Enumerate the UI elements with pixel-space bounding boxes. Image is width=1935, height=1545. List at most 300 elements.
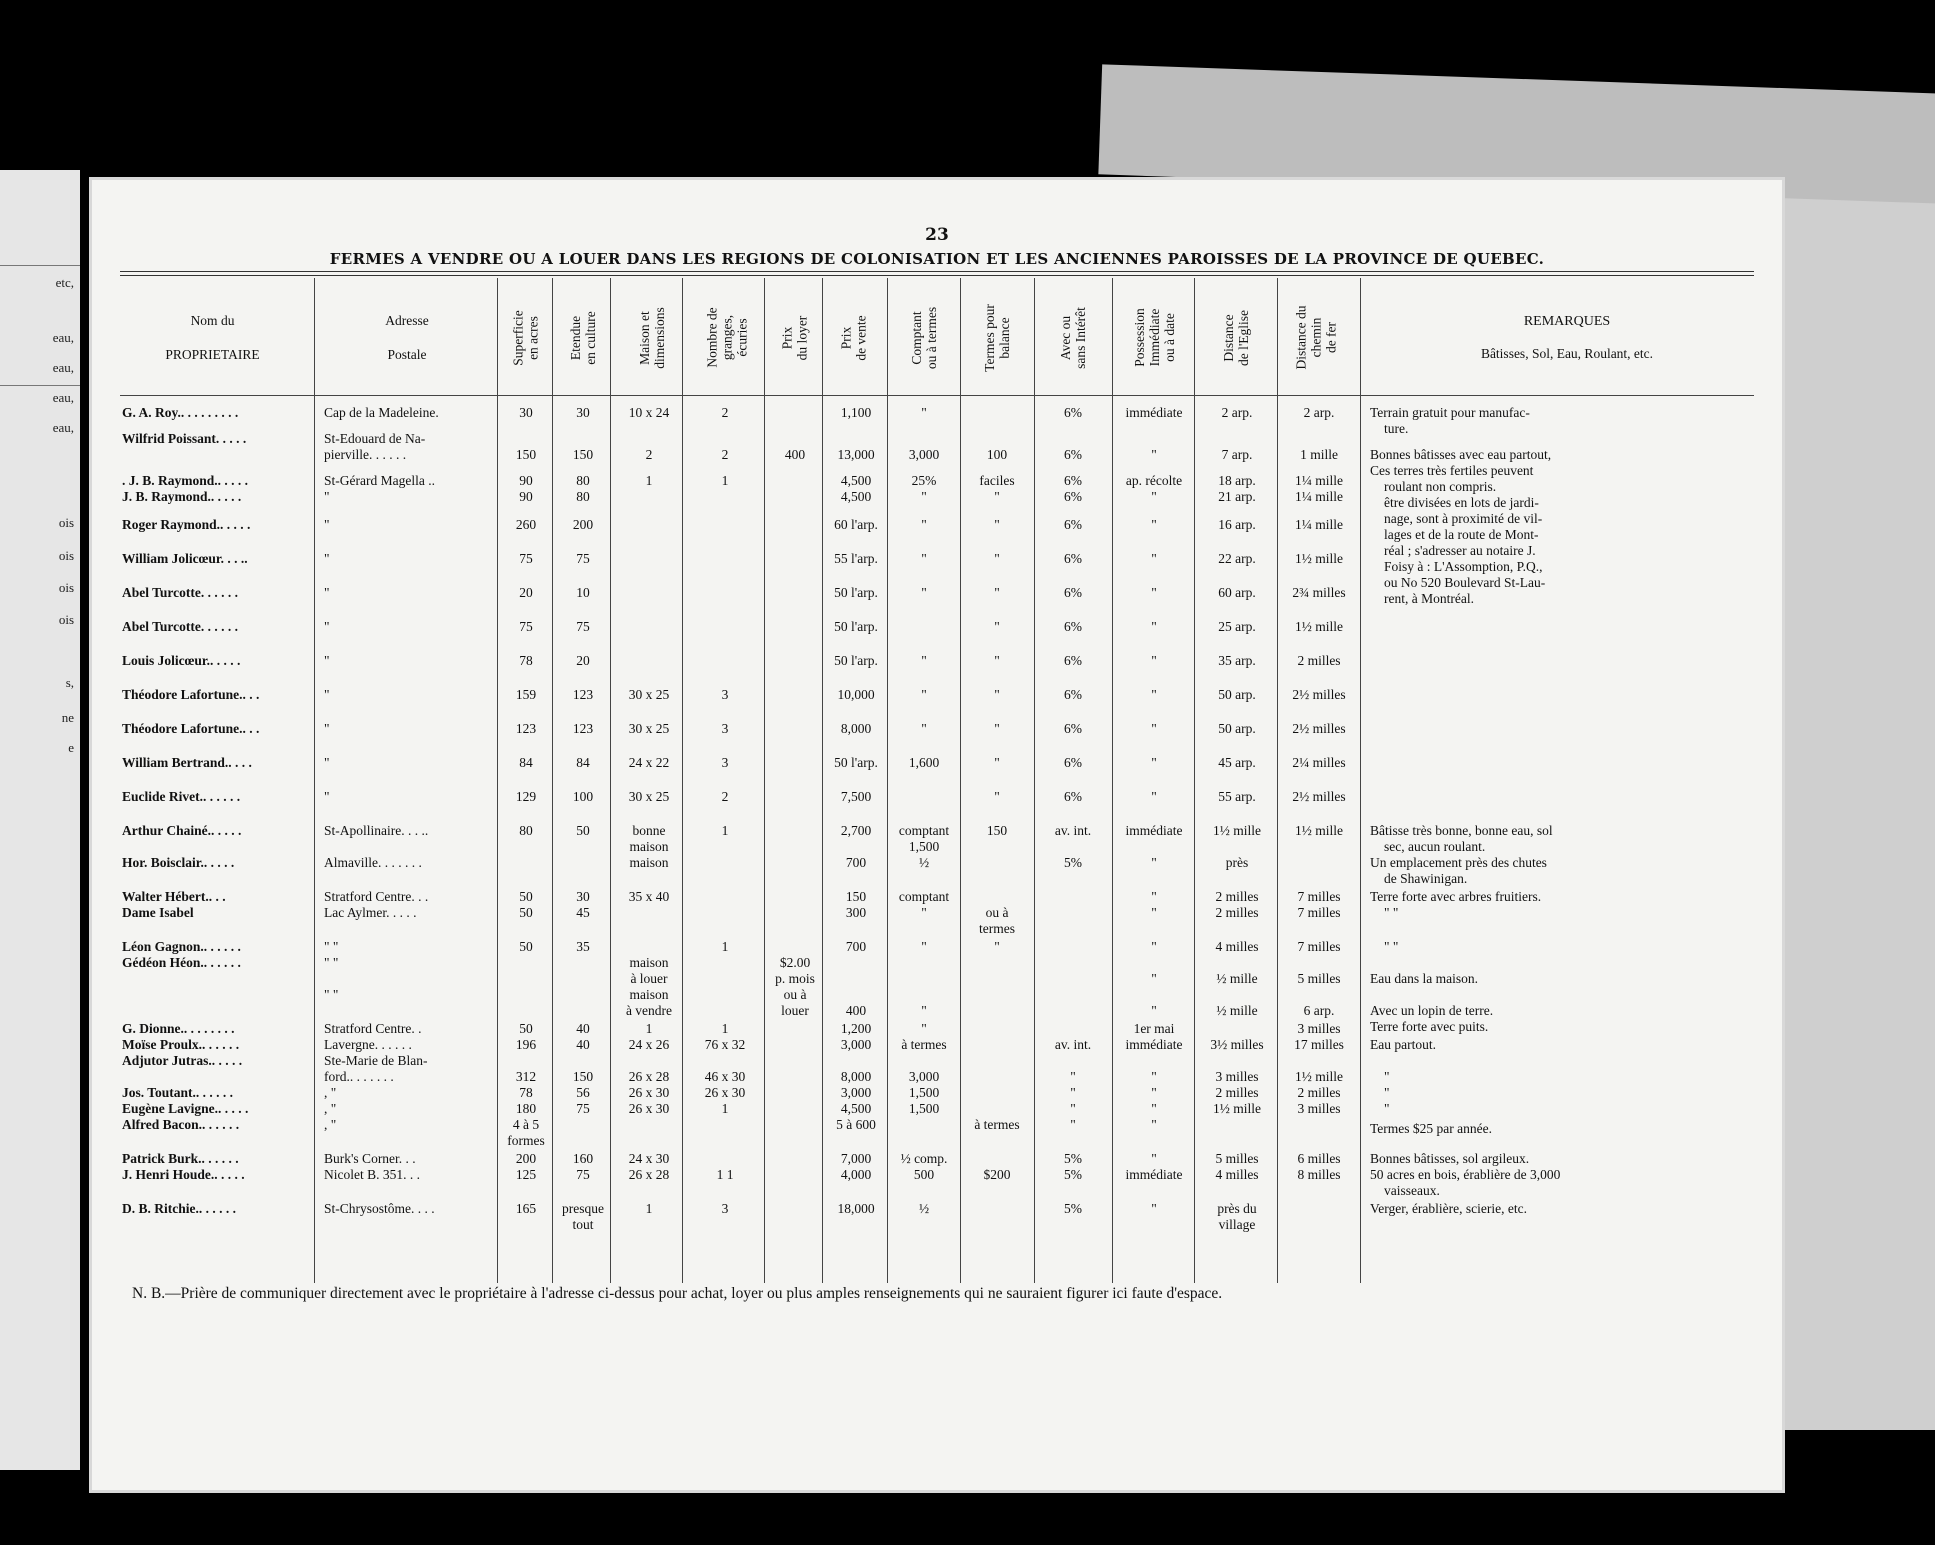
cell-church: 21 arp. (1218, 489, 1256, 504)
remark-line: sec, aucun roulant. (1384, 839, 1486, 854)
cell-house: 10 x 24 (628, 405, 670, 420)
cell-house: 24 x 26 (628, 1037, 670, 1052)
cell-poss: " (1151, 653, 1157, 668)
cell-price: 10,000 (837, 687, 875, 702)
header-house (622, 280, 682, 395)
cell-church: village (1218, 1217, 1256, 1232)
header-rule (120, 395, 1754, 396)
cell-owner: D. B. Ritchie.. . . . . . (122, 1201, 236, 1216)
cell-area: 260 (515, 517, 537, 532)
cell-poss: immédiate (1125, 1167, 1183, 1182)
cell-area: 80 (519, 823, 533, 838)
page-number: 23 (925, 225, 949, 245)
header-cultivated-text: Etendue en culture (567, 310, 598, 365)
cell-area: 90 (519, 473, 533, 488)
cell-barns: 1 (721, 939, 729, 954)
cell-poss: " (1151, 1117, 1157, 1132)
cell-owner: Théodore Lafortune.. . . (122, 721, 260, 736)
remark-line: nage, sont à proximité de vil- (1384, 511, 1543, 526)
cell-rail: 7 milles (1297, 889, 1341, 904)
cell-cash: 1,600 (908, 755, 940, 770)
cell-cash: " (921, 939, 927, 954)
cell-poss: " (1151, 489, 1157, 504)
cell-owner: Adjutor Jutras.. . . . . (122, 1053, 243, 1068)
cell-cult: 200 (572, 517, 594, 532)
header-rent (767, 280, 822, 395)
cell-area: 50 (519, 1021, 533, 1036)
cell-address: Stratford Centre. . . (324, 889, 429, 904)
cell-cult: 150 (572, 1069, 594, 1084)
cell-owner: Roger Raymond.. . . . . (122, 517, 251, 532)
cell-barns: 46 x 30 (704, 1069, 746, 1084)
cell-cash: " (921, 489, 927, 504)
cell-address: Burk's Corner. . . (324, 1151, 416, 1166)
cell-poss: " (1151, 1201, 1157, 1216)
cell-int: av. int. (1054, 1037, 1092, 1052)
cell-house: 30 x 25 (628, 789, 670, 804)
cell-barns: 1 (721, 473, 729, 488)
cell-cult: 75 (576, 619, 590, 634)
cell-cult: 40 (576, 1021, 590, 1036)
cell-price: 1,100 (840, 405, 872, 420)
column-rule (1360, 278, 1361, 1283)
cell-address: " (324, 517, 330, 532)
cell-house: 24 x 30 (628, 1151, 670, 1166)
cell-cash: 1,500 (908, 1085, 940, 1100)
cell-int: 6% (1064, 405, 1082, 420)
cell-area: 196 (515, 1037, 537, 1052)
column-rule (960, 278, 961, 1283)
cell-price: 4,500 (840, 1101, 872, 1116)
cell-poss: immédiate (1125, 823, 1183, 838)
cell-church: 50 arp. (1218, 687, 1256, 702)
header-cash (890, 280, 958, 395)
header-address (322, 280, 492, 395)
column-rule (1112, 278, 1113, 1283)
cell-house: 35 x 40 (628, 889, 670, 904)
cell-address: Lavergne. . . . . . (324, 1037, 412, 1052)
cell-rail: 1¼ mille (1295, 489, 1343, 504)
cell-price: 400 (845, 1003, 867, 1018)
cell-price: 4,000 (840, 1167, 872, 1182)
cell-int: 5% (1064, 1201, 1082, 1216)
cell-address: " (324, 585, 330, 600)
cell-area: 75 (519, 551, 533, 566)
cell-price: 5 à 600 (836, 1117, 876, 1132)
cell-terms: à termes (974, 1117, 1020, 1132)
cell-address: " " (324, 955, 339, 970)
cell-church: 35 arp. (1218, 653, 1256, 668)
cell-rail: 3 milles (1297, 1021, 1341, 1036)
cell-terms: " (994, 653, 1000, 668)
header-area (500, 280, 552, 395)
cell-church: 55 arp. (1218, 789, 1256, 804)
cell-price: 3,000 (840, 1037, 872, 1052)
cell-area: 78 (519, 1085, 533, 1100)
cell-terms: termes (979, 921, 1015, 936)
remark-line: Un emplacement près des chutes (1370, 855, 1547, 870)
remark-line: roulant non compris. (1384, 479, 1497, 494)
cell-address: Stratford Centre. . (324, 1021, 422, 1036)
remark-line: rent, à Montréal. (1384, 591, 1474, 606)
remark-line: Ces terres très fertiles peuvent (1370, 463, 1534, 478)
cell-address: " (324, 619, 330, 634)
remark-line: Eau dans la maison. (1370, 971, 1478, 986)
cell-poss: " (1151, 905, 1157, 920)
cell-house: à louer (630, 971, 668, 986)
cell-area: 78 (519, 653, 533, 668)
adjacent-page-text: e (68, 740, 74, 755)
remark-line: Bonnes bâtisses avec eau partout, (1370, 447, 1552, 462)
adjacent-page-text: ois (58, 580, 74, 595)
cell-house: à vendre (625, 1003, 673, 1018)
header-owner-line1: Nom du (190, 312, 235, 328)
cell-address: Lac Aylmer. . . . . (324, 905, 417, 920)
remark-line: Bâtisse très bonne, bonne eau, sol (1370, 823, 1553, 838)
header-address-line2: Postale (387, 346, 427, 362)
remark-line: vaisseaux. (1384, 1183, 1440, 1198)
cell-cult: 75 (576, 1167, 590, 1182)
cell-poss: " (1151, 551, 1157, 566)
column-rule (497, 278, 498, 1283)
cell-area: 30 (519, 405, 533, 420)
cell-rail: 2½ milles (1292, 721, 1346, 736)
cell-house: 1 (645, 1021, 653, 1036)
cell-int: 6% (1064, 473, 1082, 488)
cell-address: St-Apollinaire. . . .. (324, 823, 429, 838)
cell-cash: " (921, 405, 927, 420)
cell-terms: " (994, 551, 1000, 566)
cell-price: 50 l'arp. (834, 653, 878, 668)
cell-int: " (1070, 1069, 1076, 1084)
cell-rail: 2 milles (1297, 1085, 1341, 1100)
cell-address: Cap de la Madeleine. (324, 405, 439, 420)
cell-cult: 35 (576, 939, 590, 954)
cell-address: " (324, 755, 330, 770)
remark-line: Termes $25 par année. (1370, 1121, 1493, 1136)
cell-address: " (324, 789, 330, 804)
column-rule (887, 278, 888, 1283)
cell-rail: 8 milles (1297, 1167, 1341, 1182)
cell-cult: 150 (572, 447, 594, 462)
cell-cash: " (921, 585, 927, 600)
remark-line: Bonnes bâtisses, sol argileux. (1370, 1151, 1530, 1166)
cell-poss: immédiate (1125, 405, 1183, 420)
cell-church: 2 arp. (1221, 405, 1253, 420)
adjacent-page-text: ois (58, 548, 74, 563)
cell-address: ford.. . . . . . . (324, 1069, 394, 1084)
cell-terms: " (994, 721, 1000, 736)
cell-cult: 123 (572, 687, 594, 702)
remark-line: ou No 520 Boulevard St-Lau- (1384, 575, 1546, 590)
cell-church: 18 arp. (1218, 473, 1256, 488)
cell-cult: 75 (576, 1101, 590, 1116)
cell-barns: 2 (721, 447, 729, 462)
cell-address: , " (324, 1085, 337, 1100)
cell-house: maison (629, 987, 669, 1002)
cell-church: 3 milles (1215, 1069, 1259, 1084)
remark-line: Eau partout. (1370, 1037, 1436, 1052)
cell-cult: 20 (576, 653, 590, 668)
remark-line: " (1384, 1085, 1390, 1100)
header-possession-text: Possession Immédiate ou à date (1131, 308, 1177, 367)
cell-church: 60 arp. (1218, 585, 1256, 600)
cell-int: 6% (1064, 687, 1082, 702)
cell-poss: " (1151, 1151, 1157, 1166)
cell-price: 7,000 (840, 1151, 872, 1166)
remark-line: ture. (1384, 421, 1409, 436)
header-interest (1037, 280, 1109, 395)
cell-int: 6% (1064, 721, 1082, 736)
cell-rail: 6 milles (1297, 1151, 1341, 1166)
cell-terms: 150 (986, 823, 1008, 838)
cell-cash: comptant (898, 889, 950, 904)
cell-int: 6% (1064, 619, 1082, 634)
adjacent-page-text: eau, (52, 360, 74, 375)
remark-line: réal ; s'adresser au notaire J. (1384, 543, 1536, 558)
cell-cult: 30 (576, 889, 590, 904)
cell-terms: " (994, 939, 1000, 954)
cell-area: formes (507, 1133, 545, 1148)
divider (0, 385, 80, 386)
cell-cash: à termes (901, 1037, 947, 1052)
header-railway-text: Distance du chemin de fer (1293, 305, 1339, 370)
cell-cash: " (921, 687, 927, 702)
cell-house: 26 x 30 (628, 1085, 670, 1100)
cell-area: 4 à 5 (512, 1117, 540, 1132)
cell-poss: " (1151, 1085, 1157, 1100)
cell-price: 4,500 (840, 489, 872, 504)
remark-line: lages et de la route de Mont- (1384, 527, 1539, 542)
cell-barns: 3 (721, 1201, 729, 1216)
remark-line: Verger, érablière, scierie, etc. (1370, 1201, 1527, 1216)
cell-church: 50 arp. (1218, 721, 1256, 736)
cell-church: 2 milles (1215, 889, 1259, 904)
cell-address: St-Edouard de Na- (324, 431, 426, 446)
cell-price: 4,500 (840, 473, 872, 488)
cell-price: 18,000 (837, 1201, 875, 1216)
adjacent-page-text: eau, (52, 390, 74, 405)
cell-church: 4 milles (1215, 939, 1259, 954)
cell-church: 22 arp. (1218, 551, 1256, 566)
cell-cult: presque (562, 1201, 604, 1216)
cell-cult: 50 (576, 823, 590, 838)
cell-address: " " (324, 987, 339, 1002)
cell-church: 5 milles (1215, 1151, 1259, 1166)
column-rule (1034, 278, 1035, 1283)
cell-owner: . J. B. Raymond.. . . . . (122, 473, 249, 488)
cell-church: près du (1217, 1201, 1257, 1216)
cell-int: " (1070, 1085, 1076, 1100)
cell-area: 165 (515, 1201, 537, 1216)
cell-area: 180 (515, 1101, 537, 1116)
cell-address: " " (324, 939, 339, 954)
cell-rail: 2¾ milles (1292, 585, 1346, 600)
cell-owner: J. B. Raymond.. . . . . (122, 489, 242, 504)
cell-address: pierville. . . . . . (324, 447, 407, 462)
header-price-text: Prix de vente (838, 314, 869, 361)
column-rule (822, 278, 823, 1283)
cell-price: 700 (845, 855, 867, 870)
cell-terms: " (994, 619, 1000, 634)
column-rule (314, 278, 315, 1283)
cell-cash: 3,000 (908, 447, 940, 462)
cell-area: 50 (519, 939, 533, 954)
cell-price: 60 l'arp. (834, 517, 878, 532)
remark-line: Foisy à : L'Assomption, P.Q., (1384, 559, 1543, 574)
remark-line: " " (1384, 905, 1399, 920)
adjacent-page-text: eau, (52, 420, 74, 435)
cell-area: 50 (519, 889, 533, 904)
cell-int: 6% (1064, 585, 1082, 600)
cell-int: 6% (1064, 755, 1082, 770)
header-remarks-title: REMARQUES (1523, 313, 1611, 329)
cell-cult: 123 (572, 721, 594, 736)
cell-cash: " (921, 517, 927, 532)
cell-cash: " (921, 1003, 927, 1018)
cell-owner: Walter Hébert.. . . (122, 889, 226, 904)
header-terms (962, 280, 1032, 395)
remark-line: Terre forte avec puits. (1370, 1019, 1489, 1034)
cell-owner: Wilfrid Poissant. . . . . (122, 431, 247, 446)
cell-int: 5% (1064, 1151, 1082, 1166)
cell-barns: 1 (721, 1021, 729, 1036)
cell-address: Almaville. . . . . . . (324, 855, 422, 870)
cell-poss: " (1151, 789, 1157, 804)
cell-church: 7 arp. (1221, 447, 1253, 462)
remark-line: Avec un lopin de terre. (1370, 1003, 1494, 1018)
adjacent-page-text: ois (58, 612, 74, 627)
cell-address: , " (324, 1117, 337, 1132)
cell-owner: G. A. Roy.. . . . . . . . . (122, 405, 239, 420)
cell-cash: 3,000 (908, 1069, 940, 1084)
cell-church: 4 milles (1215, 1167, 1259, 1182)
cell-rent: louer (781, 1003, 809, 1018)
cell-poss: " (1151, 755, 1157, 770)
cell-price: 8,000 (840, 721, 872, 736)
header-owner-line2: PROPRIETAIRE (165, 346, 260, 362)
adjacent-page-text: etc, (55, 275, 74, 290)
cell-terms: " (994, 789, 1000, 804)
cell-poss: " (1151, 1101, 1157, 1116)
cell-cash: comptant (898, 823, 950, 838)
cell-owner: G. Dionne.. . . . . . . . (122, 1021, 235, 1036)
cell-area: 75 (519, 619, 533, 634)
cell-poss: " (1151, 619, 1157, 634)
cell-area: 90 (519, 489, 533, 504)
cell-house: 26 x 28 (628, 1069, 670, 1084)
cell-price: 50 l'arp. (834, 619, 878, 634)
cell-area: 150 (515, 447, 537, 462)
cell-rent: 400 (784, 447, 806, 462)
cell-cash: 500 (913, 1167, 935, 1182)
cell-owner: Patrick Burk.. . . . . . (122, 1151, 239, 1166)
cell-price: 1,200 (840, 1021, 872, 1036)
cell-price: 2,700 (840, 823, 872, 838)
cell-int: 5% (1064, 855, 1082, 870)
cell-rent: $2.00 (779, 955, 811, 970)
cell-cash: " (921, 905, 927, 920)
cell-church: 2 milles (1215, 905, 1259, 920)
cell-poss: " (1151, 721, 1157, 736)
header-cash-text: Comptant ou à termes (908, 306, 939, 369)
header-railway (1277, 280, 1355, 395)
cell-rail: 2 milles (1297, 653, 1341, 668)
cell-cash: " (921, 1021, 927, 1036)
cell-int: " (1070, 1101, 1076, 1116)
cell-poss: " (1151, 1069, 1157, 1084)
cell-terms: ou à (985, 905, 1009, 920)
cell-church: 3½ milles (1210, 1037, 1264, 1052)
cell-area: 159 (515, 687, 537, 702)
cell-area: 123 (515, 721, 537, 736)
cell-cash: " (921, 653, 927, 668)
divider (0, 265, 80, 266)
cell-price: 700 (845, 939, 867, 954)
header-area-text: Superficie en acres (511, 309, 542, 366)
cell-price: 3,000 (840, 1085, 872, 1100)
cell-owner: Abel Turcotte. . . . . . (122, 585, 239, 600)
header-price (824, 280, 884, 395)
cell-house: 2 (645, 447, 653, 462)
cell-church: 45 arp. (1218, 755, 1256, 770)
remark-line: " " (1384, 939, 1399, 954)
cell-address: " (324, 687, 330, 702)
cell-price: 8,000 (840, 1069, 872, 1084)
cell-address: " (324, 653, 330, 668)
cell-owner: Jos. Toutant.. . . . . . (122, 1085, 234, 1100)
cell-church: près (1225, 855, 1249, 870)
cell-church: 1½ mille (1213, 1101, 1261, 1116)
cell-barns: 3 (721, 687, 729, 702)
cell-cult: 10 (576, 585, 590, 600)
cell-price: 50 l'arp. (834, 755, 878, 770)
cell-price: 55 l'arp. (834, 551, 878, 566)
cell-poss: 1er mai (1133, 1021, 1175, 1036)
cell-terms: " (994, 755, 1000, 770)
cell-cult: 45 (576, 905, 590, 920)
cell-rail: 1½ mille (1295, 619, 1343, 634)
header-interest-text: Avec ou sans Intérêt (1057, 306, 1088, 369)
cell-church: 1½ mille (1213, 823, 1261, 838)
cell-address: St-Gérard Magella .. (324, 473, 435, 488)
cell-price: 7,500 (840, 789, 872, 804)
header-barns (687, 280, 767, 395)
cell-owner: Euclide Rivet.. . . . . . (122, 789, 241, 804)
header-address-line1: Adresse (385, 312, 429, 328)
cell-area: 84 (519, 755, 533, 770)
cell-cash: " (921, 721, 927, 736)
header-rent-text: Prix du loyer (779, 315, 810, 360)
cell-rail: 5 milles (1297, 971, 1341, 986)
cell-terms: 100 (986, 447, 1008, 462)
page-title: FERMES A VENDRE OU A LOUER DANS LES REGIONS DE COLONISATION ET LES ANCIENNES PAROISSES DE LA PROVINCE DE QUEBEC. (329, 250, 1545, 268)
adjacent-page-fragment (0, 170, 80, 1470)
document-page (92, 180, 1782, 1490)
cell-house: 30 x 25 (628, 687, 670, 702)
cell-area: 125 (515, 1167, 537, 1182)
cell-int: av. int. (1054, 823, 1092, 838)
cell-cult: 80 (576, 473, 590, 488)
header-remarks (1367, 280, 1767, 395)
cell-poss: " (1151, 889, 1157, 904)
cell-terms: $200 (983, 1167, 1011, 1182)
cell-barns: 2 (721, 789, 729, 804)
cell-barns: 3 (721, 721, 729, 736)
cell-cult: 84 (576, 755, 590, 770)
cell-price: 300 (845, 905, 867, 920)
header-terms-text: Termes pour balance (981, 303, 1012, 372)
